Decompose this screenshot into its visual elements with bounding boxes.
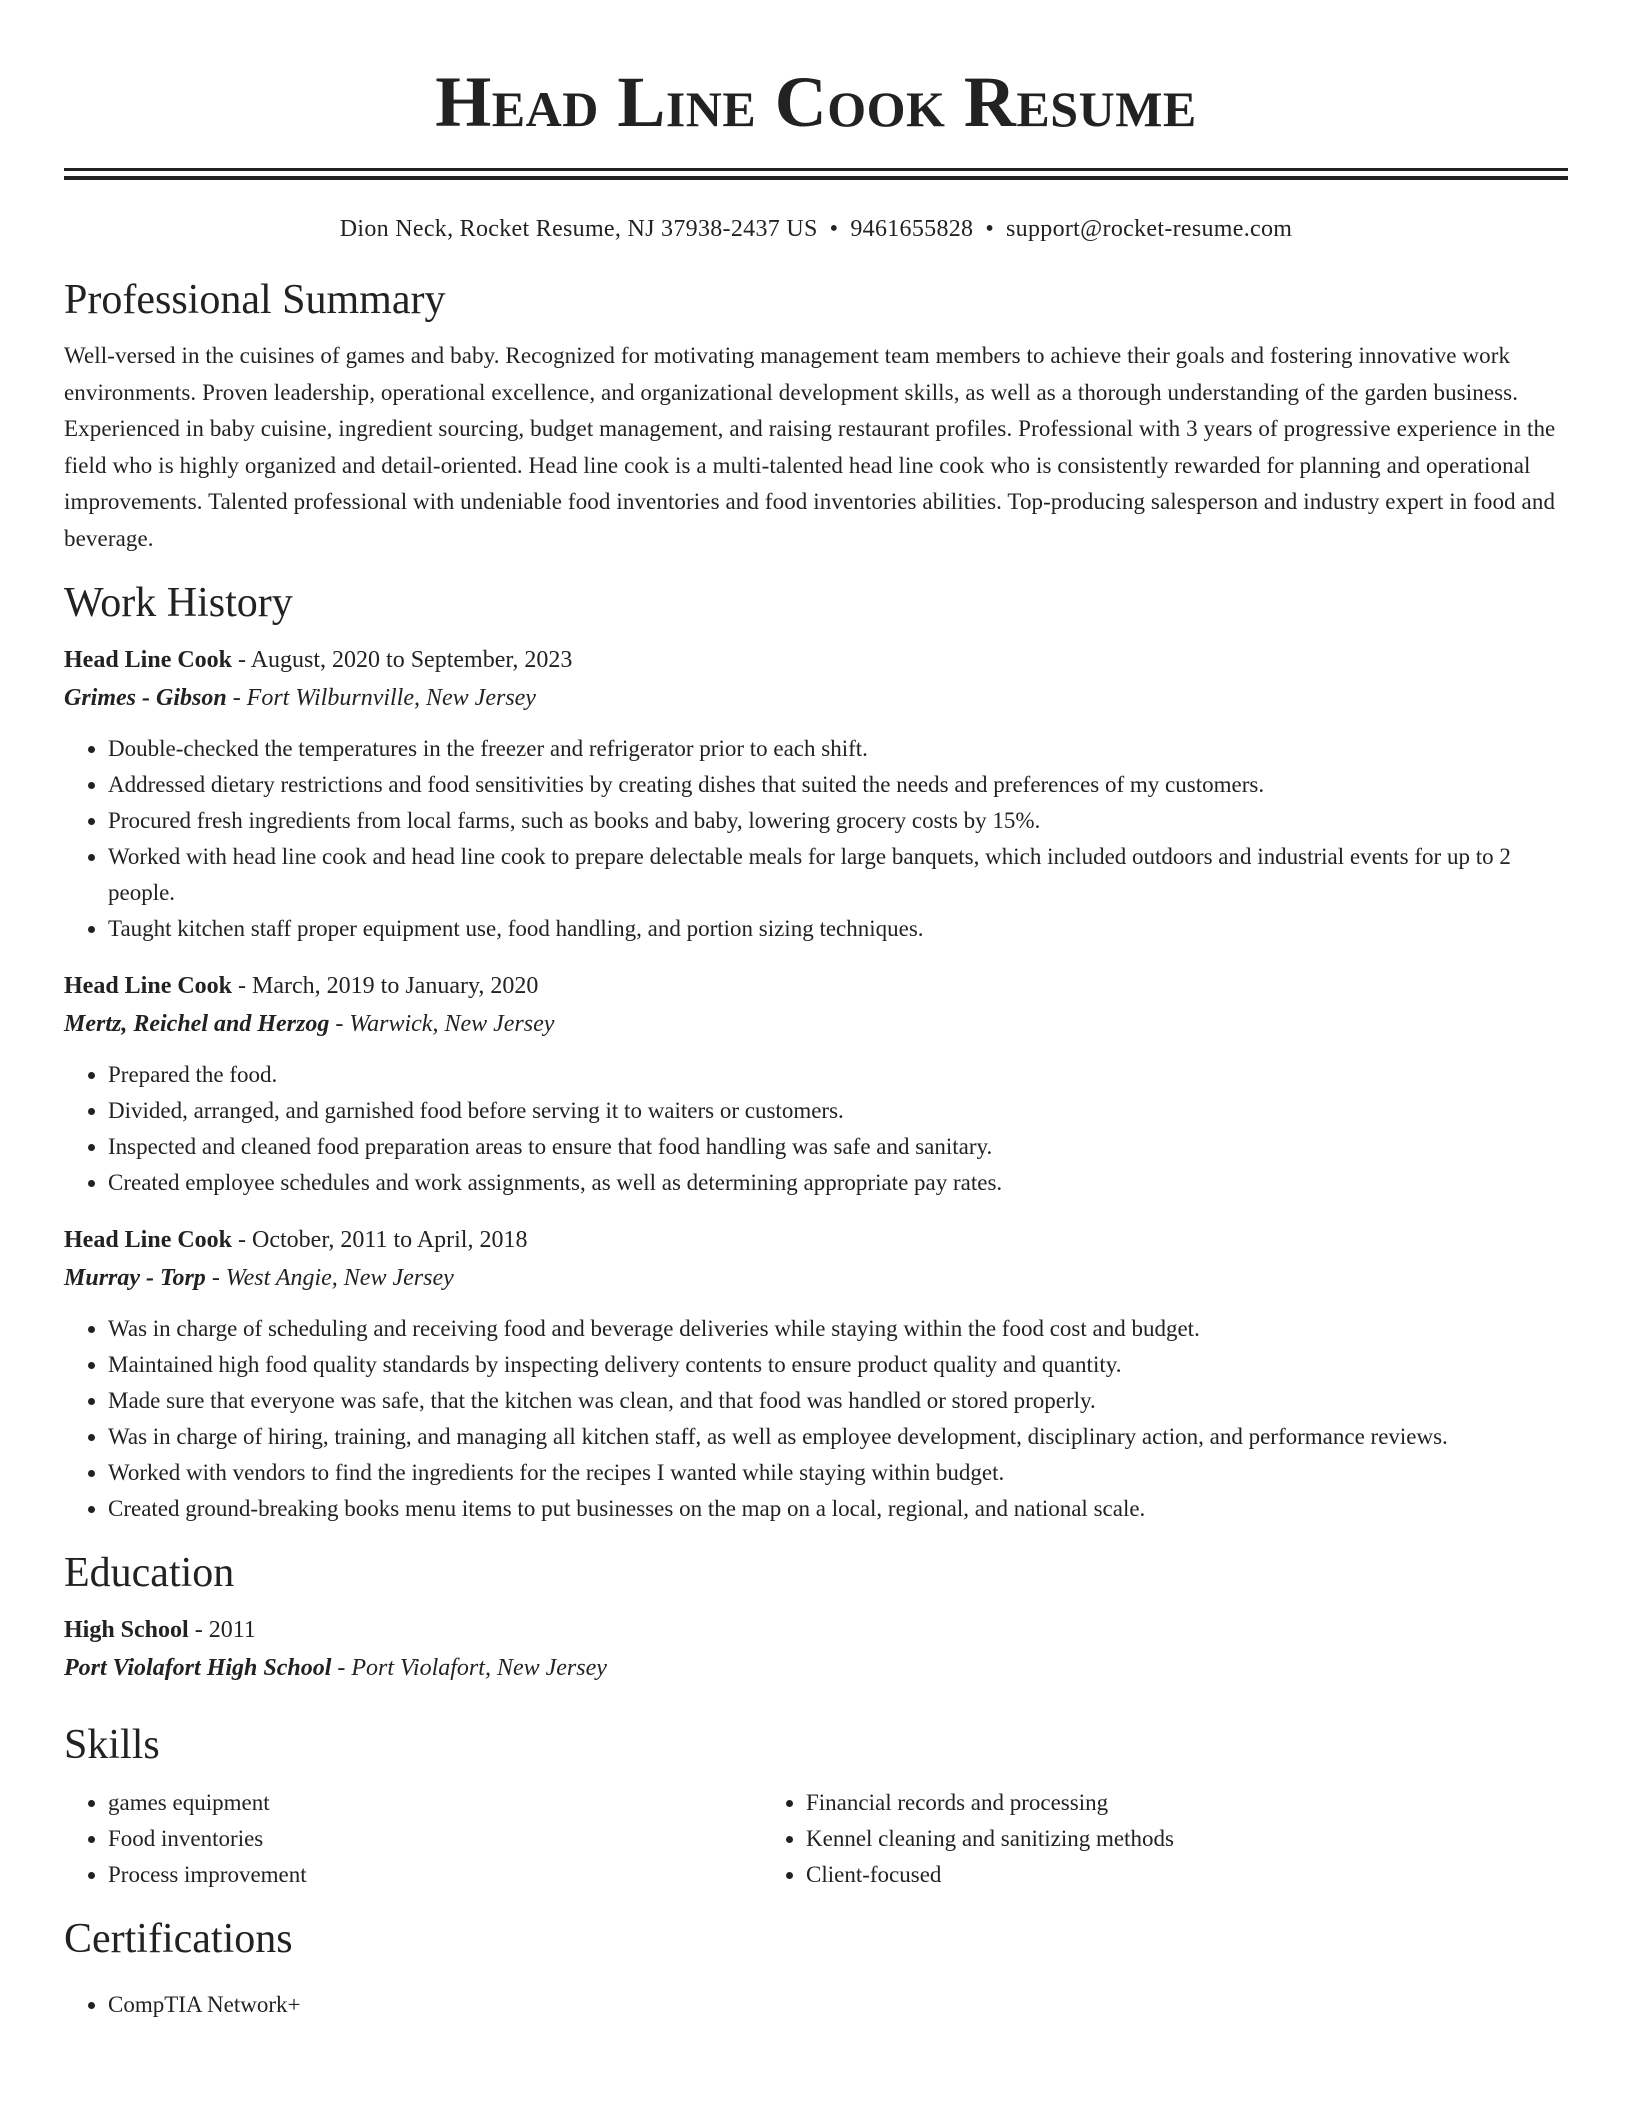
job-dates: - August, 2020 to September, 2023 (232, 647, 573, 673)
job-title-line (64, 1221, 1568, 1259)
certifications-heading: Certifications (64, 1916, 293, 1962)
skill-item: • Client-focused (806, 1857, 1504, 1893)
summary-text: Well-versed in the cuisines of games and baby. Recognized for motivating management team members to achieve their goals and fostering innovative work environments. Proven leadership, operational excellence, and organizational development skills, as well as a thorough understanding of the garden business. Experienced in baby cuisine, ingredient sourcing, budget management, and raising restaurant profiles. Professional with 3 years of progressive experience in the field who is highly organized and detail-oriented. Head line cook is a multi-talented head line cook who is consistently rewarded for planning and operational improvements. Talented professional with undeniable food inventories and food inventories abilities. Top-producing salesperson and industry expert in food and beverage. (64, 343, 1556, 551)
job-duties (64, 1311, 1568, 1527)
degree-line (64, 1611, 1568, 1649)
contact-email: support@rocket-resume.com (1006, 216, 1293, 242)
title-divider (64, 168, 1568, 180)
job-duty: • Procured fresh ingredients from local farms, such as books and baby, lowering grocery costs by 15%. (108, 803, 1568, 839)
job-company-line (64, 679, 1568, 717)
job-location: - Fort Wilburnville, New Jersey (226, 685, 536, 711)
job-company: Grimes - Gibson (64, 685, 227, 711)
job-company-line (64, 1005, 1568, 1043)
job-title: Head Line Cook (64, 647, 233, 673)
job-dates: - March, 2019 to January, 2020 (232, 973, 539, 999)
education-entry (64, 1611, 1568, 1687)
skills-heading: Skills (64, 1722, 160, 1768)
job-title: Head Line Cook (64, 1227, 233, 1253)
job-duties (64, 1057, 1568, 1201)
contact-line (64, 214, 1568, 244)
certifications-list (64, 1987, 1568, 2023)
job-duty: • Prepared the food. (108, 1057, 1568, 1093)
skill-item: • Kennel cleaning and sanitizing methods (806, 1821, 1504, 1857)
degree: High School (64, 1617, 189, 1643)
job-duty: • Divided, arranged, and garnished food before serving it to waiters or customers. (108, 1093, 1568, 1129)
job-entry (64, 1221, 1568, 1527)
job-duty: • Made sure that everyone was safe, that the kitchen was clean, and that food was handled or stored properly. (108, 1383, 1568, 1419)
job-company: Mertz, Reichel and Herzog (64, 1011, 330, 1037)
graduation-year: - 2011 (188, 1617, 256, 1643)
job-duty: • Maintained high food quality standards by inspecting delivery contents to ensure product quality and quantity. (108, 1347, 1568, 1383)
job-title-line (64, 641, 1568, 679)
job-location: - West Angie, New Jersey (205, 1265, 454, 1291)
resume-page (64, 0, 1568, 2023)
summary-heading: Professional Summary (64, 277, 446, 323)
job-title-line (64, 967, 1568, 1005)
job-duty: • Inspected and cleaned food preparation areas to ensure that food handling was safe and sanitary. (108, 1129, 1568, 1165)
job-duty: • Was in charge of hiring, training, and managing all kitchen staff, as well as employee development, disciplinary action, and performance reviews. (108, 1419, 1568, 1455)
job-entry (64, 967, 1568, 1201)
skills-list (64, 1785, 1568, 1893)
job-location: - Warwick, New Jersey (329, 1011, 555, 1037)
school-name: Port Violafort High School (64, 1655, 332, 1681)
skill-item: • Process improvement (108, 1857, 762, 1893)
contact-separator: • (985, 216, 995, 242)
resume-title: Head Line Cook Resume (435, 62, 1197, 142)
certification-item: • CompTIA Network+ (108, 1987, 1568, 2023)
contact-separator: • (829, 216, 839, 242)
job-duty: • Created ground-breaking books menu items to put businesses on the map on a local, regional, and national scale. (108, 1491, 1568, 1527)
contact-phone: 9461655828 (850, 216, 974, 242)
skill-item: • games equipment (108, 1785, 762, 1821)
job-duty: • Worked with vendors to find the ingredients for the recipes I wanted while staying within budget. (108, 1455, 1568, 1491)
skills-column-left (64, 1785, 762, 1893)
job-company: Murray - Torp (64, 1265, 206, 1291)
job-entry (64, 641, 1568, 947)
skill-item: • Financial records and processing (806, 1785, 1504, 1821)
job-duties (64, 731, 1568, 947)
job-company-line (64, 1259, 1568, 1297)
job-dates: - October, 2011 to April, 2018 (232, 1227, 528, 1253)
job-title: Head Line Cook (64, 973, 233, 999)
job-duty: • Was in charge of scheduling and receiving food and beverage deliveries while staying within the food cost and budget. (108, 1311, 1568, 1347)
job-duty: • Double-checked the temperatures in the freezer and refrigerator prior to each shift. (108, 731, 1568, 767)
job-duty: • Addressed dietary restrictions and food sensitivities by creating dishes that suited the needs and preferences of my customers. (108, 767, 1568, 803)
education-heading: Education (64, 1550, 235, 1596)
school-location: - Port Violafort, New Jersey (331, 1655, 607, 1681)
job-duty: • Taught kitchen staff proper equipment use, food handling, and portion sizing techniques. (108, 911, 1568, 947)
job-duty: • Worked with head line cook and head line cook to prepare delectable meals for large banquets, which included outdoors and industrial events for up to 2 people. (108, 839, 1568, 911)
skills-column-right (762, 1785, 1504, 1893)
school-line (64, 1649, 1568, 1687)
contact-address: Dion Neck, Rocket Resume, NJ 37938-2437 US (339, 216, 818, 242)
skill-item: • Food inventories (108, 1821, 762, 1857)
job-duty: • Created employee schedules and work assignments, as well as determining appropriate pay rates. (108, 1165, 1568, 1201)
work-history-heading: Work History (64, 580, 293, 626)
